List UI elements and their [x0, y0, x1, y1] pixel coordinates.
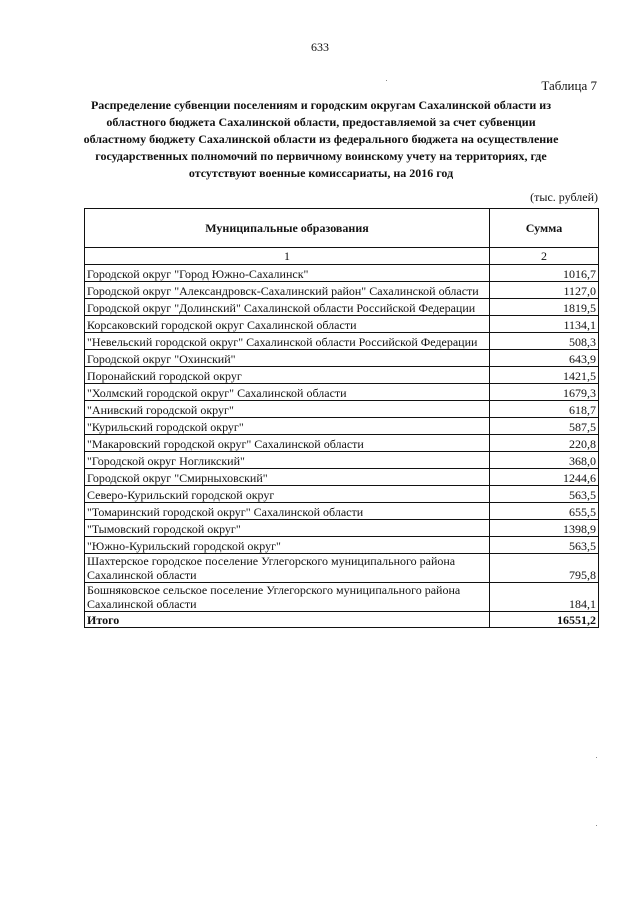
table-label: Таблица 7	[541, 78, 597, 93]
table-row	[85, 452, 599, 469]
page-number: 633	[311, 40, 329, 54]
municipality-name: Городской округ "Долинский" Сахалинской области Российской Федерации	[85, 299, 490, 316]
table-row	[85, 486, 599, 503]
subvention-amount: 1016,7	[490, 265, 599, 282]
table-row	[85, 265, 599, 282]
subvention-amount: 220,8	[490, 435, 599, 452]
units-label: (тыс. рублей)	[530, 190, 598, 204]
subvention-amount: 368,0	[490, 452, 599, 469]
subvention-amount: 1421,5	[490, 367, 599, 384]
subvention-amount: 1134,1	[490, 316, 599, 333]
municipality-name: Городской округ "Город Южно-Сахалинск"	[85, 265, 490, 282]
table-row	[85, 299, 599, 316]
table-row	[85, 554, 599, 583]
total-amount: 16551,2	[490, 612, 599, 628]
subvention-amount: 1244,6	[490, 469, 599, 486]
scan-speck	[596, 825, 597, 826]
municipality-name: "Макаровский городской округ" Сахалинской области	[85, 435, 490, 452]
table-row	[85, 401, 599, 418]
municipality-name: Корсаковский городской округ Сахалинской области	[85, 316, 490, 333]
table-row	[85, 333, 599, 350]
table-row	[85, 469, 599, 486]
table-row	[85, 316, 599, 333]
table-row	[85, 503, 599, 520]
subvention-amount: 643,9	[490, 350, 599, 367]
table-row	[85, 418, 599, 435]
municipality-name: "Томаринский городской округ" Сахалинской области	[85, 503, 490, 520]
table-row	[85, 537, 599, 554]
subvention-amount: 563,5	[490, 537, 599, 554]
subvention-amount: 1679,3	[490, 384, 599, 401]
column-number-2: 2	[490, 248, 599, 265]
table-row	[85, 583, 599, 612]
table-header-row	[85, 209, 599, 248]
column-number-1: 1	[85, 248, 490, 265]
municipality-name: Шахтерское городское поселение Углегорского муниципального района Сахалинской области	[85, 554, 490, 583]
municipality-name: "Городской округ Ногликский"	[85, 452, 490, 469]
municipality-name: Городской округ "Александровск-Сахалинский район" Сахалинской области	[85, 282, 490, 299]
table-row	[85, 282, 599, 299]
scan-speck	[596, 757, 597, 758]
municipality-name: Городской округ "Охинский"	[85, 350, 490, 367]
subvention-table	[84, 208, 599, 628]
subvention-amount: 1127,0	[490, 282, 599, 299]
municipality-name: Бошняковское сельское поселение Углегорского муниципального района Сахалинской области	[85, 583, 490, 612]
municipality-name: "Невельский городской округ" Сахалинской области Российской Федерации	[85, 333, 490, 350]
header-municipality: Муниципальные образования	[85, 209, 490, 248]
column-number-row	[85, 248, 599, 265]
subvention-amount: 618,7	[490, 401, 599, 418]
municipality-name: Поронайский городской округ	[85, 367, 490, 384]
subvention-amount: 655,5	[490, 503, 599, 520]
total-row	[85, 612, 599, 628]
municipality-name: Северо-Курильский городской округ	[85, 486, 490, 503]
subvention-amount: 508,3	[490, 333, 599, 350]
municipality-name: "Холмский городской округ" Сахалинской области	[85, 384, 490, 401]
subvention-amount: 1398,9	[490, 520, 599, 537]
scan-speck	[386, 80, 387, 81]
subvention-amount: 184,1	[490, 583, 599, 612]
municipality-name: "Южно-Курильский городской округ"	[85, 537, 490, 554]
subvention-amount: 587,5	[490, 418, 599, 435]
document-title: Распределение субвенции поселениям и городским округам Сахалинской области из областного бюджета Сахалинской области, предоставляемой за счет субвенции областному бюджету Сахалинской области из федерального бюджета на осуществление государственных полномочий по первичному воинскому учету на территориях, где отсутствуют военные комиссариаты, на 2016 год	[83, 98, 559, 180]
municipality-name: Городской округ "Смирныховский"	[85, 469, 490, 486]
table-row	[85, 435, 599, 452]
header-sum: Сумма	[490, 209, 599, 248]
table-row	[85, 367, 599, 384]
municipality-name: "Анивский городской округ"	[85, 401, 490, 418]
subvention-amount: 563,5	[490, 486, 599, 503]
table-row	[85, 350, 599, 367]
total-label: Итого	[85, 612, 490, 628]
subvention-amount: 795,8	[490, 554, 599, 583]
subvention-amount: 1819,5	[490, 299, 599, 316]
municipality-name: "Тымовский городской округ"	[85, 520, 490, 537]
table-row	[85, 520, 599, 537]
table-row	[85, 384, 599, 401]
municipality-name: "Курильский городской округ"	[85, 418, 490, 435]
